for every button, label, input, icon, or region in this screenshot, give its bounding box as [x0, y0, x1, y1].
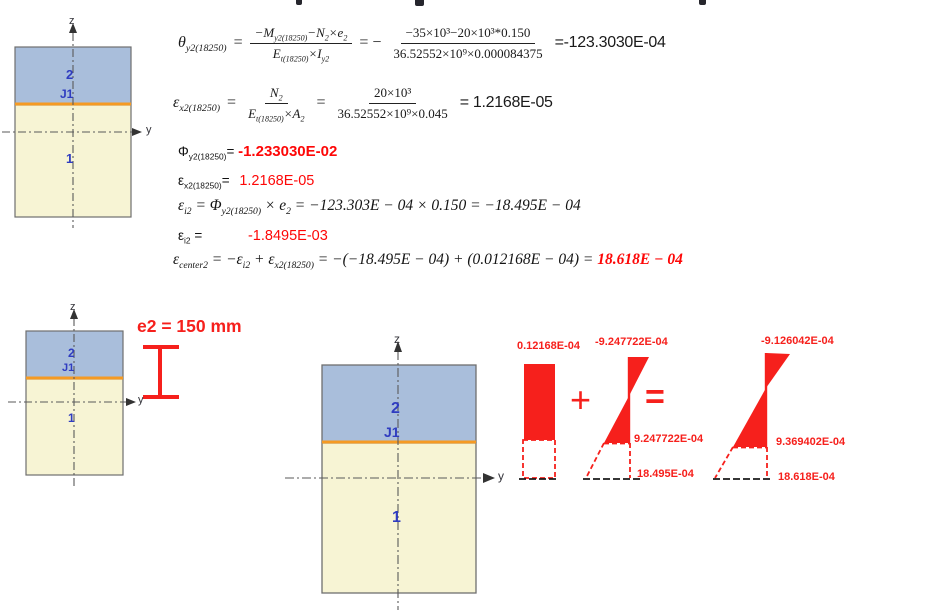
phi-value: -1.233030E-02 — [238, 143, 338, 160]
epsilon-x2-value: 1.2168E-05 — [239, 173, 315, 189]
bending-bottom-value: 18.495E-04 — [637, 468, 694, 480]
math-token: = — [227, 94, 237, 112]
y-axis-label: y — [498, 469, 504, 483]
epsilon-x2-line — [178, 173, 314, 189]
region-1-label: 1 — [68, 411, 75, 425]
phi-result-line — [178, 143, 337, 160]
strain-diagrams — [500, 335, 936, 495]
bending-top-value: -9.247722E-04 — [595, 336, 668, 348]
epsilon-i2-line — [178, 228, 328, 244]
clipped-text-remnant — [415, 0, 424, 6]
strain-shapes — [500, 335, 936, 495]
region-1-label: 1 — [66, 151, 74, 166]
y-axis-arrow — [483, 473, 495, 483]
region-2-label: 2 — [66, 67, 74, 82]
plus-operator: + — [570, 379, 592, 420]
math-token: $\varepsilon_{i2}$ = — [178, 228, 203, 246]
z-axis-label: z — [70, 301, 76, 313]
clipped-text-remnant — [699, 0, 706, 5]
total-bottom-value: 18.618E-04 — [778, 471, 835, 483]
joint-label: J1 — [60, 87, 74, 101]
math-token: = — [316, 94, 326, 112]
y-axis-arrow — [126, 398, 136, 406]
epsilon-center-formula: $\varepsilon_{center2} = -\varepsilon_{i2} + \varepsilon_{x2(18250)} = -(-18.495E - 04) + (0.012168E - 04) = 18.618E - 04$ — [173, 251, 683, 272]
total-top-triangle — [766, 353, 790, 388]
z-axis-label: z — [394, 332, 400, 346]
math-token: = − — [359, 34, 382, 52]
clipped-text-remnant — [296, 0, 302, 5]
region-2-label: 2 — [68, 346, 75, 360]
epsilon-i2-formula: $\varepsilon_{i2} = \Phi_{y2(18250)} \times e_2 = -123.303E - 04 \times 0.150 = -18.495E - 04$ — [178, 197, 581, 218]
total-joint-value: 9.369402E-04 — [776, 436, 846, 448]
bending-joint-value: 9.247722E-04 — [634, 433, 704, 445]
epsilon-x2-result: = 1.2168E-05 — [459, 94, 553, 112]
region-2-label: 2 — [391, 400, 400, 417]
y-axis-arrow — [132, 128, 142, 136]
math-token: $\Phi_{y2(18250)}=$ — [178, 144, 235, 162]
fraction: $\frac{N_2}{E_{t(18250)}\times A_2}$ — [248, 85, 305, 124]
fraction: $\frac{\text{20×10³}}{\text{36.52552×10⁹×0.045}}$ — [337, 85, 448, 121]
total-bottom-triangle — [733, 388, 766, 447]
y-axis-label: y — [146, 124, 152, 136]
uniform-strain-solid — [524, 364, 555, 440]
equation-epsilon-x2 — [173, 84, 553, 122]
equals-operator: = — [645, 378, 665, 416]
y-axis-label: y — [138, 394, 144, 406]
fraction: $\frac{-M_{y2(18250)}-N_2\times e_2}{E_{t(18250)}\times I_{y2}}$ — [250, 24, 353, 62]
math-token: $\varepsilon_{x2(18250)}=$ — [178, 173, 230, 191]
theta-result: =-123.3030E-04 — [554, 34, 666, 52]
math-token: = — [233, 34, 243, 52]
z-axis-label: z — [69, 15, 75, 27]
total-top-value: -9.126042E-04 — [761, 335, 834, 347]
e2-dimension-label: e2 = 150 mm — [137, 316, 242, 336]
uniform-strain-value: 0.12168E-04 — [517, 340, 580, 352]
math-token: $\theta_{y2(18250)}$ — [178, 34, 227, 55]
joint-label: J1 — [384, 424, 400, 440]
uniform-strain-dashed — [523, 440, 555, 478]
region-1-label: 1 — [392, 509, 401, 526]
math-token: $\varepsilon_{x2(18250)}$ — [173, 94, 221, 115]
joint-label: J1 — [62, 362, 75, 374]
epsilon-i2-value: -1.8495E-03 — [247, 228, 328, 244]
cross-section-large — [280, 330, 512, 616]
fraction: $\frac{\text{−35×10³−20×10³*0.150}}{\text{36.52552×10⁹×0.000084375}}$ — [393, 25, 543, 61]
bending-bottom-triangle — [604, 396, 629, 443]
cross-section-drawing — [280, 330, 512, 616]
equation-theta — [178, 24, 666, 62]
bending-dashed-slant — [586, 443, 604, 478]
epsilon-center-value: 18.618E − 04 — [597, 251, 683, 268]
cross-section-top — [0, 15, 165, 240]
total-dashed-slant — [715, 447, 733, 478]
cross-section-drawing — [0, 15, 165, 240]
